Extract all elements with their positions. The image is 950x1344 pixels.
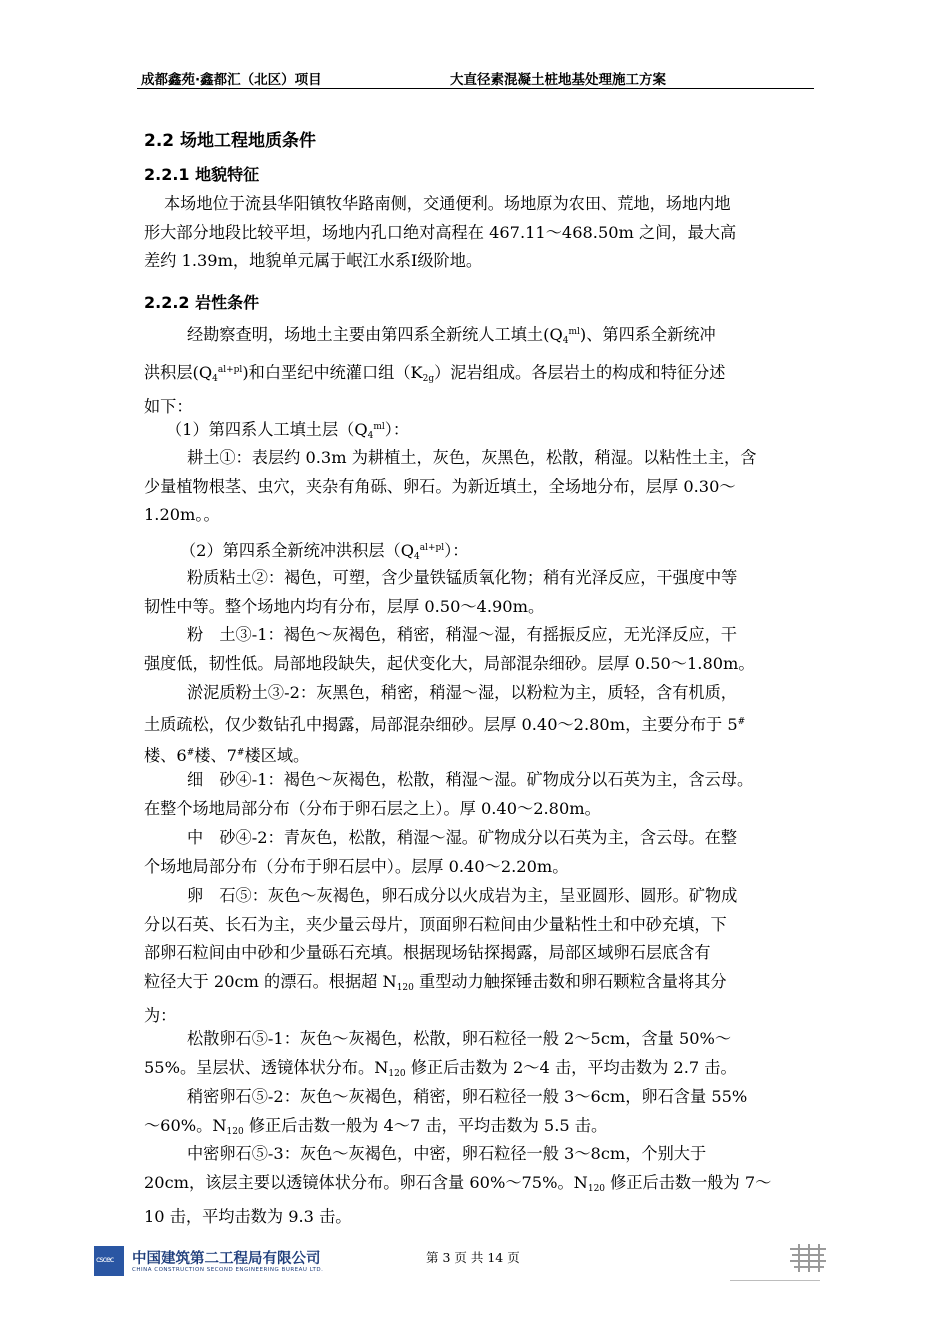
- text-line: ～60%。$N_{120}$ 修正后击数一般为 4～7 击，平均击数为 5.5 击。: [144, 1115, 608, 1137]
- paragraph-loose-pebble: [144, 1025, 808, 1088]
- decorative-mark-icon: [788, 1242, 828, 1278]
- page-footer: [0, 1238, 950, 1298]
- text-line: 韧性中等。整个场地内均有分布，层厚 0.50～4.90m。: [144, 596, 545, 616]
- page-header: [137, 66, 814, 88]
- text-line: 土质疏松，仅少数钻孔中揭露，局部混杂细砂。层厚 0.40～2.80m，主要分布于 5#: [144, 714, 746, 734]
- text-line: 部卵石粒间由中砂和少量砾石充填。根据现场钻探揭露，局部区域卵石层底含有: [144, 943, 711, 962]
- text-line: 55%。呈层状、透镜体状分布。$N_{120}$ 修正后击数为 2～4 击，平均击数为 2.7 击。: [144, 1057, 737, 1079]
- paragraph-fine-sand: [144, 766, 808, 823]
- text-line: 稍密卵石⑤-2：灰色～灰褐色，稍密，卵石粒径一般 3～6cm，卵石含量 55%: [187, 1087, 748, 1106]
- text-line: 松散卵石⑤-1：灰色～灰褐色，松散，卵石粒径一般 2～5cm，含量 50%～: [187, 1029, 732, 1048]
- text-line: 洪积层$(Q_4^{al+pl})$和白垩纪中统灌口组$(K_{2g})$泥岩组成。各层岩土的构成和特征分述: [144, 362, 726, 384]
- paragraph-landform: [144, 190, 808, 276]
- text-line: 个场地局部分布（分布于卵石层中）。层厚 0.40～2.20m。: [144, 856, 569, 876]
- paragraph-medium-dense-pebble: [144, 1140, 808, 1232]
- text-line: 细 砂④-1：褐色～灰褐色，松散，稍湿～湿。矿物成分以石英为主，含云母。: [187, 770, 754, 789]
- text-line: 淤泥质粉土③-2：灰黑色，稍密，稍湿～湿，以粉粒为主，质轻，含有机质，: [187, 683, 737, 702]
- text-line: 本场地位于流县华阳镇牧华路南侧，交通便利。场地原为农田、荒地，场地内地: [164, 194, 731, 213]
- paragraph-slightly-dense-pebble: [144, 1083, 808, 1146]
- text-line: 差约 1.39m，地貌单元属于岷江水系Ⅰ级阶地。: [144, 251, 483, 270]
- text-line: 在整个场地局部分布（分布于卵石层之上）。厚 0.40～2.80m。: [144, 798, 601, 818]
- section-heading-2-2-2: 2.2.2 岩性条件: [144, 293, 260, 312]
- company-logo-icon: cscec: [94, 1246, 124, 1276]
- header-document-title: 大直径素混凝土桩地基处理施工方案: [450, 72, 666, 88]
- text-line: 粉质粘土②：褐色，可塑，含少量铁锰质氧化物；稍有光泽反应，干强度中等: [187, 568, 738, 587]
- text-line: 强度低，韧性低。局部地段缺失，起伏变化大，局部混杂细砂。层厚 0.50～1.80m。: [144, 653, 755, 673]
- text-line: 分以石英、长石为主，夹少量云母片，顶面卵石粒间由少量粘性土和中砂充填，下: [144, 914, 727, 934]
- company-name: 中国建筑第二工程局有限公司: [132, 1251, 321, 1267]
- text-line: 中 砂④-2：青灰色，松散，稍湿～湿。矿物成分以石英为主，含云母。在整: [187, 828, 737, 847]
- text-line: 少量植物根茎、虫穴，夹杂有角砾、卵石。为新近填土，全场地分布，层厚 0.30～: [144, 476, 736, 496]
- text-line: 粉 土③-1：褐色～灰褐色，稍密，稍湿～湿，有摇振反应，无光泽反应，干: [187, 625, 737, 644]
- header-project-name: 成都鑫苑·鑫都汇（北区）项目: [141, 72, 322, 88]
- section-heading-2-2: 2.2 场地工程地质条件: [144, 131, 317, 151]
- paragraph-intro: [144, 318, 808, 422]
- text-line: 1.20m。。: [144, 505, 220, 524]
- text-line: 20cm，该层主要以透镜体状分布。卵石含量 60%～75%。$N_{120}$ 修正后击数一般为 7～: [144, 1172, 772, 1194]
- text-line: 中密卵石⑤-3：灰色～灰褐色，中密，卵石粒径一般 3～8cm，个别大于: [187, 1144, 707, 1163]
- text-line: 10 击，平均击数为 9.3 击。: [144, 1207, 352, 1226]
- company-name-english: CHINA CONSTRUCTION SECOND ENGINEERING BUREAU LTD.: [132, 1267, 324, 1273]
- footer-divider: [730, 1280, 820, 1281]
- text-line: 为：: [144, 1006, 177, 1025]
- header-divider: [137, 88, 814, 89]
- text-line: 楼、6#楼、7#楼区域。: [144, 746, 310, 765]
- text-line: 粒径大于 20cm 的漂石。根据超 $N_{120}$ 重型动力触探锤击数和卵石颗粒含量将其分: [144, 971, 727, 993]
- text-line: 如下：: [144, 397, 193, 416]
- text-line: 经勘察查明，场地土主要由第四系全新统人工填土$(Q_4^{ml})$、第四系全新统冲: [187, 325, 716, 346]
- text-line: 耕土①：表层约 0.3m 为耕植土，灰色，灰黑色，松散，稍湿。以粘性土主，含: [187, 448, 757, 467]
- page-number: 第 3 页 共 14 页: [426, 1250, 520, 1265]
- paragraph-silt: [144, 621, 808, 678]
- section-heading-2-2-1: 2.2.1 地貌特征: [144, 165, 260, 184]
- layer1-heading: （1）第四系人工填土层$(Q_4^{ml})$：: [166, 420, 410, 441]
- paragraph-medium-sand: [144, 824, 808, 881]
- paragraph-mucky-silt: [144, 679, 808, 771]
- paragraph-pebble: [144, 882, 808, 1031]
- paragraph-topsoil: [144, 444, 808, 530]
- text-line: 形大部分地段比较平坦，场地内孔口绝对高程在 467.11～468.50m 之间，最大高: [144, 222, 737, 242]
- paragraph-silty-clay: [144, 564, 808, 621]
- layer2-heading: （2）第四系全新统冲洪积层$(Q_4^{al+pl})$：: [180, 541, 469, 562]
- text-line: 卵 石⑤：灰色～灰褐色，卵石成分以火成岩为主，呈亚圆形、圆形。矿物成: [187, 886, 738, 905]
